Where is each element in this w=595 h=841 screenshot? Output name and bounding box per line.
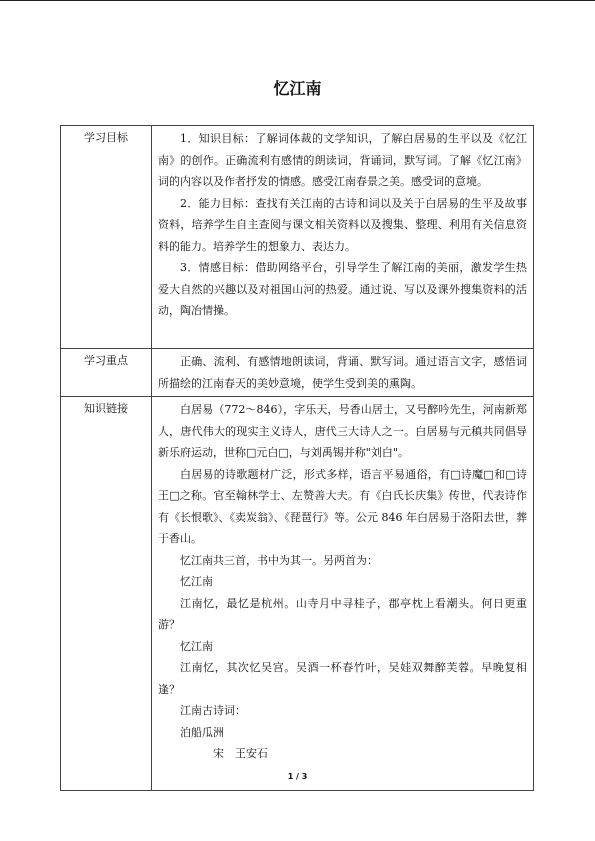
row-label-knowledge-links: 知识链接 — [61, 397, 152, 791]
objective-ability: 2．能力目标：查找有关江南的古诗和词以及关于白居易的生平及故事资料，培养学生自主查阅与课文相关资料以及搜集、整理、利用有关信息资料的能力。培养学生的想象力、表达力。 — [158, 196, 527, 253]
row-content-knowledge-links — [152, 397, 534, 791]
page-title: 忆江南 — [273, 79, 322, 98]
header-rule — [0, 0, 595, 1]
three-poems-intro: 忆江南共三首，书中为其一。另两首为： — [180, 553, 378, 567]
ancient-poems-heading: 江南古诗词： — [180, 704, 246, 717]
lesson-table — [60, 125, 534, 791]
poem-title-3: 忆江南 — [180, 639, 213, 653]
keypoints-text: 正确、流利、有感情地朗读词，背诵、默写词。通过语言文字，感悟词所描绘的江南春天的美妙意境，使学生受到美的熏陶。 — [158, 355, 527, 390]
objective-emotion: 3．情感目标：借助网络平台，引导学生了解江南的美丽，激发学生热爱大自然的兴趣以及对祖国山河的热爱。通过说、写以及课外搜集资料的活动，陶冶情操。 — [158, 261, 527, 317]
table-row-keypoints — [61, 349, 534, 397]
bio-paragraph: 白居易（772～846），字乐天，号香山居士，又号醉吟先生，河南新郑人，唐代伟大的现实主义诗人，唐代三大诗人之一。白居易与元稹共同倡导新乐府运动，世称□元白□，与刘禹锡并称"刘白"。 — [158, 403, 527, 459]
poem-text-2: 江南忆，最忆是杭州。山寺月中寻桂子，郡亭枕上看潮头。何日更重游？ — [158, 596, 527, 631]
page-number: 1 / 3 — [287, 772, 308, 781]
table-row-objectives — [61, 126, 534, 349]
row-label-objectives: 学习目标 — [61, 126, 152, 349]
poem-title-bochuan: 泊船瓜洲 — [180, 725, 224, 739]
works-paragraph: 白居易的诗歌题材广泛，形式多样，语言平易通俗，有□诗魔□和□诗王□之称。官至翰林学士、左赞善大夫。有《白氏长庆集》传世，代表诗作有《长恨歌》、《卖炭翁》、《琵琶行》等。公元 846 年白居易于洛阳去世，葬于香山。 — [158, 467, 527, 545]
row-content-objectives — [152, 126, 534, 349]
row-label-keypoints: 学习重点 — [61, 349, 152, 397]
poem-text-3: 江南忆，其次忆吴宫。吴酒一杯春竹叶，吴娃双舞醉芙蓉。早晚复相逢？ — [158, 661, 527, 696]
row-content-keypoints — [152, 349, 534, 397]
table-row-knowledge-links — [61, 397, 534, 791]
poem-author: 宋 王安石 — [213, 747, 268, 760]
poem-title-2: 忆江南 — [180, 575, 213, 588]
objective-knowledge: 1．知识目标：了解词体裁的文学知识，了解白居易的生平以及《忆江南》的创作。正确流利有感情的朗读词，背诵词，默写词。了解《忆江南》词的内容以及作者抒发的情感。感受江南春景之美。感受词的意境。 — [158, 132, 527, 188]
